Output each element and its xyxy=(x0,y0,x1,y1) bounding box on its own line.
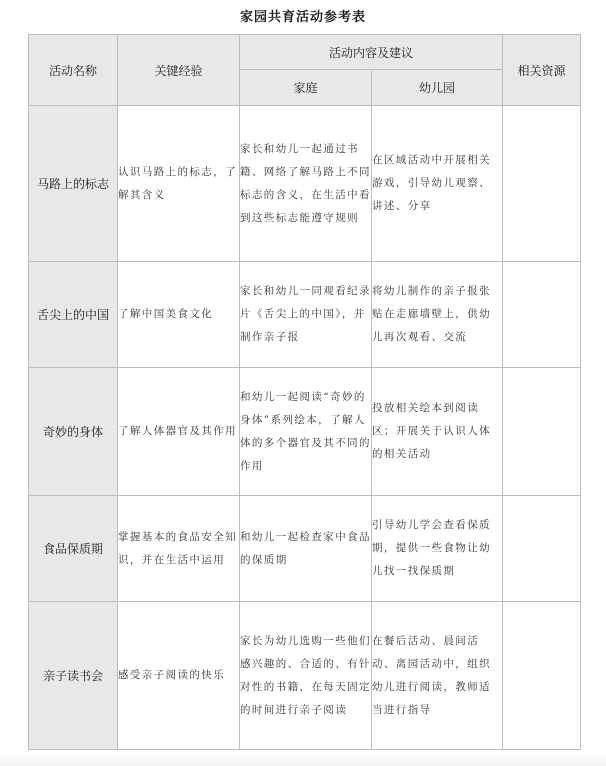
key-experience: 了解中国美食文化 xyxy=(118,262,240,368)
key-experience: 了解人体器官及其作用 xyxy=(118,368,240,496)
home-suggestion: 和幼儿一起阅读“奇妙的身体”系列绘本，了解人体的多个器官及其不同的作用 xyxy=(240,368,372,496)
activity-name: 奇妙的身体 xyxy=(29,368,118,496)
page-bottom-edge xyxy=(0,752,606,766)
home-suggestion: 家长为幼儿选购一些他们感兴趣的、合适的、有针对性的书籍，在每天固定的时间进行亲子阅读 xyxy=(240,602,372,750)
table-row xyxy=(29,368,581,496)
reference-table xyxy=(28,34,581,750)
activity-name: 食品保质期 xyxy=(29,496,118,602)
header-row-top xyxy=(29,35,581,70)
header-kindergarten: 幼儿园 xyxy=(372,70,503,106)
kindergarten-suggestion: 在区域活动中开展相关游戏，引导幼儿观察、讲述、分享 xyxy=(372,106,503,262)
table-row xyxy=(29,262,581,368)
header-content-group: 活动内容及建议 xyxy=(240,35,503,70)
related-resources xyxy=(503,496,581,602)
related-resources xyxy=(503,602,581,750)
home-suggestion: 家长和幼儿一同观看纪录片《舌尖上的中国》，并制作亲子报 xyxy=(240,262,372,368)
key-experience: 感受亲子阅读的快乐 xyxy=(118,602,240,750)
table-row xyxy=(29,106,581,262)
header-resources: 相关资源 xyxy=(503,35,581,106)
table-title: 家园共育活动参考表 xyxy=(239,10,366,25)
home-suggestion: 和幼儿一起检查家中食品的保质期 xyxy=(240,496,372,602)
key-experience: 认识马路上的标志，了解其含义 xyxy=(118,106,240,262)
header-home: 家庭 xyxy=(240,70,372,106)
key-experience: 掌握基本的食品安全知识，并在生活中运用 xyxy=(118,496,240,602)
activity-name: 马路上的标志 xyxy=(29,106,118,262)
related-resources xyxy=(503,106,581,262)
related-resources xyxy=(503,262,581,368)
kindergarten-suggestion: 将幼儿制作的亲子报张贴在走廊墙壁上，供幼儿再次观看、交流 xyxy=(372,262,503,368)
header-key-experience: 关键经验 xyxy=(118,35,240,106)
related-resources xyxy=(503,368,581,496)
table-row xyxy=(29,602,581,750)
kindergarten-suggestion: 在餐后活动、晨间活动、离园活动中，组织幼儿进行阅读，教师适当进行指导 xyxy=(372,602,503,750)
home-suggestion: 家长和幼儿一起通过书籍、网络了解马路上不同标志的含义，在生活中看到这些标志能遵守规则 xyxy=(240,106,372,262)
kindergarten-suggestion: 投放相关绘本到阅读区；开展关于认识人体的相关活动 xyxy=(372,368,503,496)
activity-name: 亲子读书会 xyxy=(29,602,118,750)
header-activity-name: 活动名称 xyxy=(29,35,118,106)
table-row xyxy=(29,496,581,602)
activity-name: 舌尖上的中国 xyxy=(29,262,118,368)
kindergarten-suggestion: 引导幼儿学会查看保质期，提供一些食物让幼儿找一找保质期 xyxy=(372,496,503,602)
